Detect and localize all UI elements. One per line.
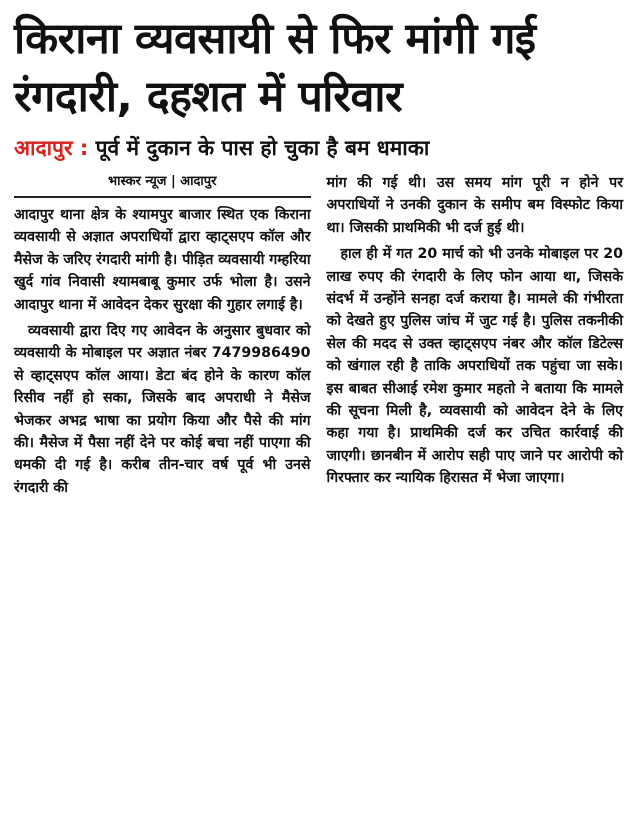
- byline: भास्कर न्यूज | आदापुर: [14, 172, 311, 198]
- paragraph: मांग की गई थी। उस समय मांग पूरी न होने पर अपराधियों ने उनकी दुकान के समीप बम विस्फोट किया था। जिसकी प्राथमिकी भी दर्ज हुई थी।: [326, 175, 623, 236]
- column-left: [14, 172, 311, 503]
- paragraph: आदापुर थाना क्षेत्र के श्यामपुर बाजार स्थित एक किराना व्यवसायी से अज्ञात अपराधियों द्वारा व्हाट्सएप कॉल और मैसेज के जरिए रंगदारी मांगी है। पीड़ित व्यवसायी गम्हरिया खुर्द गांव निवासी श्यामबाबू कुमार उर्फ भोला है। उसने आदापुर थाना में आवेदन देकर सुरक्षा की गुहार लगाई है।: [14, 207, 311, 313]
- headline: किराना व्यवसायी से फिर मांगी गई रंगदारी, दहशत में परिवार: [14, 14, 536, 122]
- paragraph: व्यवसायी द्वारा दिए गए आवेदन के अनुसार बुधवार को व्यवसायी के मोबाइल पर अज्ञात नंबर 7479986490 से व्हाट्सएप कॉल आया। डेटा बंद होने के कारण कॉल रिसीव नहीं हो सका, जिसके बाद अपराधी ने मैसेज भेजकर अभद्र भाषा का प्रयोग किया और पैसे की मांग की। मैसेज में पैसा नहीं देने पर कोई बचा नहीं पाएगा की धमकी दी गई है। करीब तीन-चार वर्ष पूर्व भी उनसे रंगदारी की: [14, 323, 311, 496]
- subhead-text: पूर्व में दुकान के पास हो चुका है बम धमाका: [88, 136, 430, 160]
- column-right: [327, 172, 624, 503]
- article-body: [14, 172, 623, 503]
- subheadline: [14, 134, 623, 162]
- subhead-place: आदापुर :: [14, 136, 89, 160]
- paragraph: हाल ही में गत 20 मार्च को भी उनके मोबाइल पर 20 लाख रुपए की रंगदारी के लिए फोन आया था, जिसके संदर्भ में उन्होंने सनहा दर्ज कराया है। मामले की गंभीरता को देखते हुए पुलिस जांच में जुट गई है। पुलिस तकनीकी सेल की मदद से उक्त व्हाट्सएप नंबर और कॉल डिटेल्स को खंगाल रही है ताकि अपराधियों तक पहुंचा जा सके। इस बाबत सीआई रमेश कुमार महतो ने बताया कि मामले की सूचना मिली है, व्यवसायी को आवेदन देने के लिए कहा गया है। प्राथमिकी दर्ज कर उचित कार्रवाई की जाएगी। छानबीन में आरोप सही पाए जाने पर आरोपी को गिरफ्तार कर न्यायिक हिरासत में भेजा जाएगा।: [326, 246, 623, 487]
